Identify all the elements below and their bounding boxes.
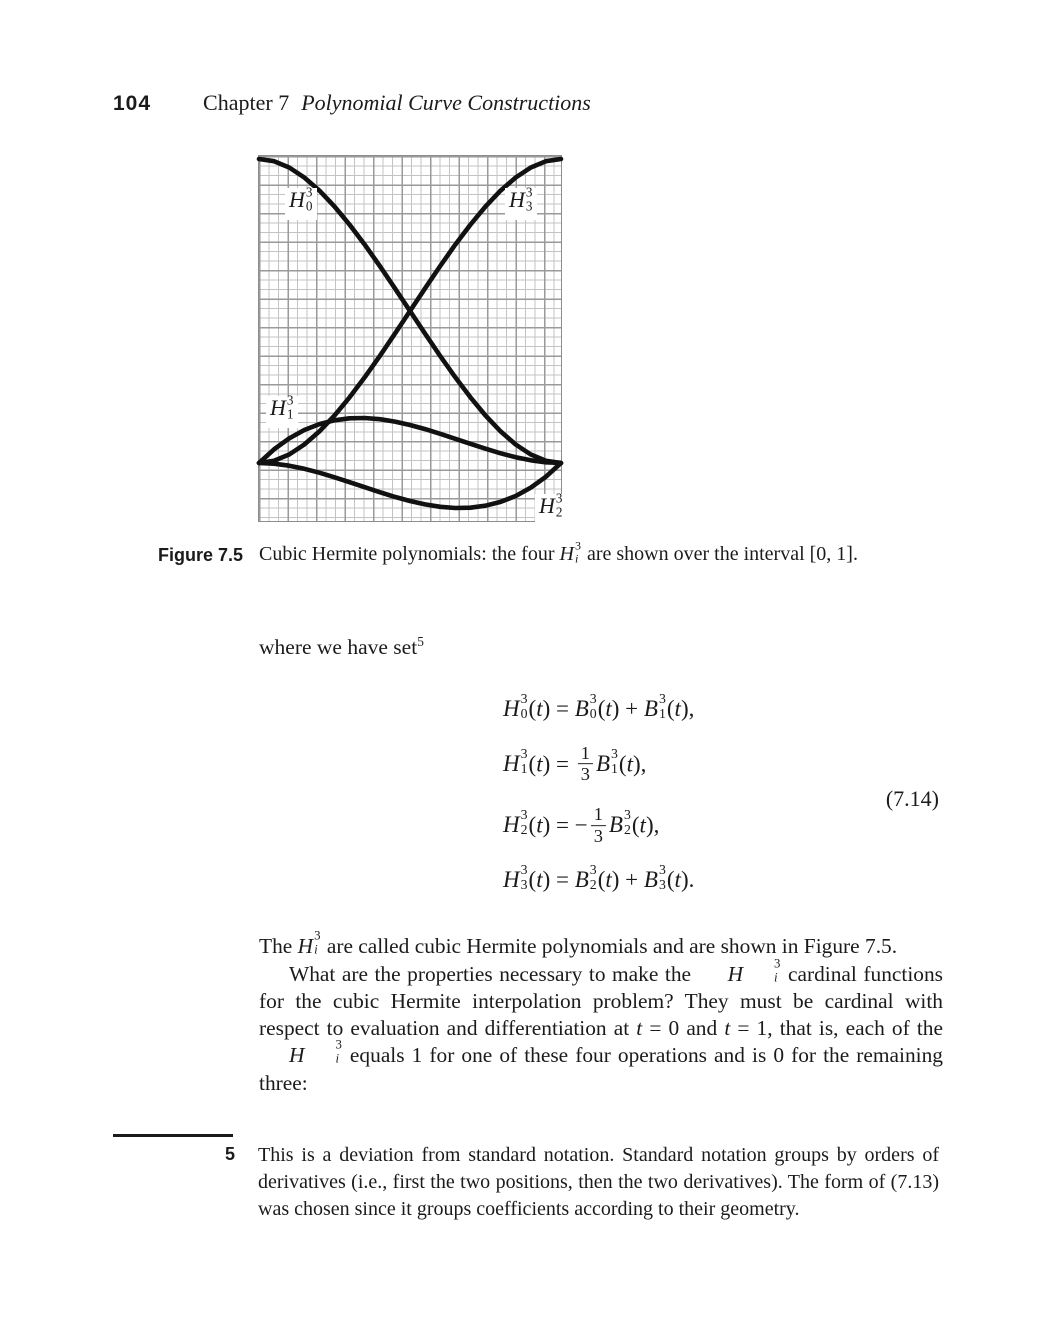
curve-H1: [259, 418, 561, 463]
equation-number: (7.14): [885, 786, 939, 811]
figure-caption-label: Figure 7.5: [158, 545, 244, 565]
equation-h0: H 3 0 (t) = B 3 0 (t) + B 3 1 (t),: [503, 691, 695, 722]
chapter-title: Polynomial Curve Constructions: [301, 90, 591, 115]
chapter-label: Chapter 7: [203, 90, 290, 115]
equation-h3: H 3 3 (t) = B 3 2 (t) + B 3 3 (t).: [503, 862, 695, 893]
footnote-text: This is a deviation from standard notation. Standard notation groups by orders of derivatives (i.e., first the two positions, then the two derivatives). The form of (7.13) was chosen since it groups coefficients according to their geometry.: [258, 1144, 939, 1220]
figure-7-5-plot: [258, 155, 562, 522]
curve-label-H3: H 3 3: [505, 188, 537, 220]
equation-block-7-14: [503, 691, 695, 897]
curve-H2: [259, 463, 561, 508]
footnote-rule: [113, 1134, 233, 1137]
page-header: [113, 90, 591, 116]
lead-in-text: where we have set$^5$: [259, 633, 424, 659]
paragraph-hermite-named: The H 3 i are called cubic Hermite polynomials and are shown in Figure 7.5.: [259, 928, 898, 958]
curve-label-H1: H 3 1: [266, 396, 298, 428]
page-number: 104: [113, 92, 152, 115]
curve-label-H2: H 3 2: [535, 494, 567, 526]
curve-label-H0: H 3 0: [285, 188, 317, 220]
body-paragraphs: [259, 928, 943, 1097]
paragraph-cardinal-properties: What are the properties necessary to make the H 3 i cardinal functions for the cubic Hermite interpolation problem? They must be cardinal with respect to evaluation and differentiation at t = 0 and t = 1, that is, each of the H 3 i equals 1 for one of these four operations and is 0 for the remaining three:: [259, 956, 943, 1096]
figure-caption-text: Cubic Hermite polynomials: the four H 3 i are shown over the interval [0, 1].: [259, 538, 858, 566]
footnote-number: 5: [225, 1144, 236, 1164]
equation-h1: H 3 1 (t) = $\frac{1}{3}$ B 3 1 (t),: [503, 742, 647, 785]
equation-h2: H 3 2 (t) = − $\frac{1}{3}$ B 3 2 (t),: [503, 804, 660, 846]
